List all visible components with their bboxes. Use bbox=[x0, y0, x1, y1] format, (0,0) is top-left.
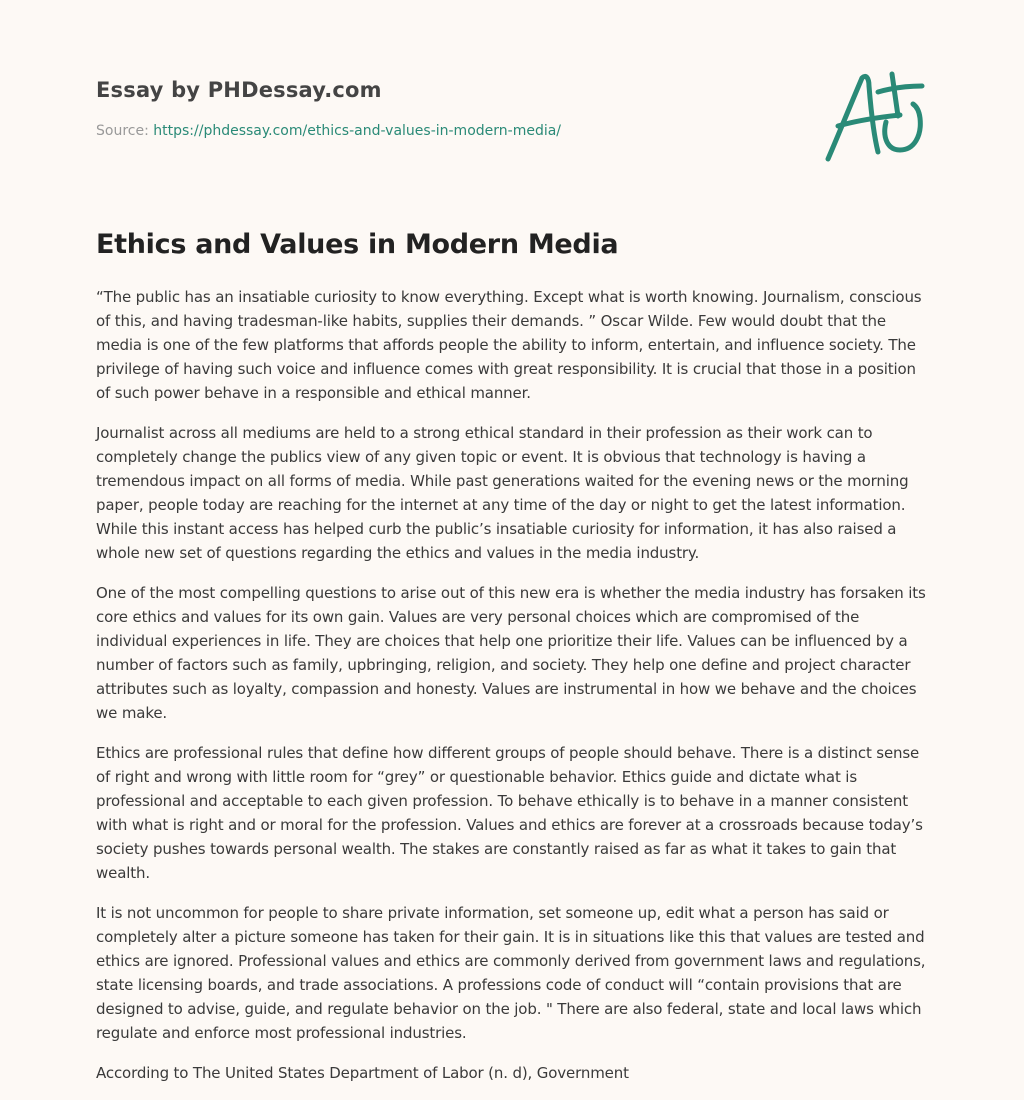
essay-paragraph: According to The United States Department of Labor (n. d), Government bbox=[96, 1064, 629, 1082]
page-header bbox=[96, 76, 936, 141]
essay-body bbox=[96, 285, 931, 1100]
essay-paragraph: “The public has an insatiable curiosity to know everything. Except what is worth knowing. Journalism, conscious of this, and having tradesman-like habits, supplies their demands. ” Oscar Wilde. Few would doubt that the media is one of the few platforms that affords people the ability to inform, entertain, and influence society. The privilege of having such voice and influence comes with great responsibility. It is crucial that those in a position of such power behave in a responsible and ethical manner. bbox=[96, 288, 922, 402]
essay-paragraph: Ethics are professional rules that define how different groups of people should behave. There is a distinct sense of right and wrong with little room for “grey” or questionable behavior. Ethics guide and dictate what is professional and acceptable to each given profession. To behave ethically is to behave in a manner consistent with what is right and or moral for the profession. Values and ethics are forever at a crossroads because today’s society pushes towards personal wealth. The stakes are constantly raised as far as what it takes to gain that wealth. bbox=[96, 744, 923, 882]
essay-paragraph: Journalist across all mediums are held to a strong ethical standard in their profession as their work can to completely change the publics view of any given topic or event. It is obvious that technology is having a tremendous impact on all forms of media. While past generations waited for the evening news or the morning paper, people today are reaching for the internet at any time of the day or night to get the latest information. While this instant access has helped curb the public’s insatiable curiosity for information, it has also raised a whole new set of questions regarding the ethics and values in the media industry. bbox=[96, 424, 909, 562]
site-title: Essay by PHDessay.com bbox=[96, 78, 382, 102]
essay-paragraph: One of the most compelling questions to arise out of this new era is whether the media industry has forsaken its core ethics and values for its own gain. Values are very personal choices which are compromised of the individual experiences in life. They are choices that help one prioritize their life. Values can be influenced by a number of factors such as family, upbringing, religion, and society. They help one define and project character attributes such as loyalty, compassion and honesty. Values are instrumental in how we behave and the choices we make. bbox=[96, 584, 926, 722]
source-label: Source: bbox=[96, 123, 149, 139]
a-plus-grade-icon bbox=[822, 66, 928, 166]
essay-title: Ethics and Values in Modern Media bbox=[96, 229, 619, 260]
essay-paragraph: It is not uncommon for people to share private information, set someone up, edit what a person has said or completely alter a picture someone has taken for their gain. It is in situations like this that values are tested and ethics are ignored. Professional values and ethics are commonly derived from government laws and regulations, state licensing boards, and trade associations. A professions code of conduct will “contain provisions that are designed to advise, guide, and regulate behavior on the job. " There are also federal, state and local laws which regulate and enforce most professional industries. bbox=[96, 904, 926, 1042]
source-line bbox=[96, 121, 936, 141]
source-link[interactable]: https://phdessay.com/ethics-and-values-in-modern-media/ bbox=[153, 123, 562, 139]
